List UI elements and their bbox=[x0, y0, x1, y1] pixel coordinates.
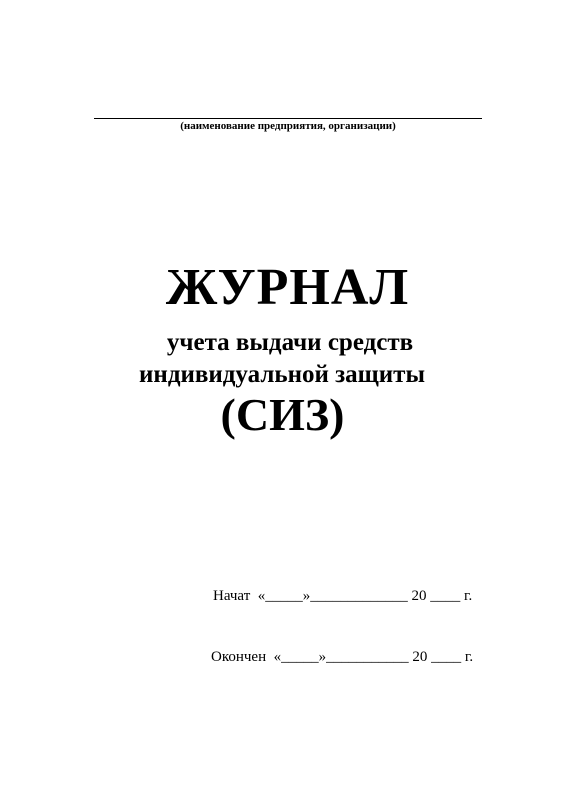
organization-caption: (наименование предприятия, организации) bbox=[180, 120, 396, 132]
end-date-row: Окончен «_____»___________ 20 ____ г. bbox=[211, 649, 474, 665]
start-date-row: Начат «_____»_____________ 20 ____ г. bbox=[213, 588, 473, 604]
journal-title: ЖУРНАЛ bbox=[165, 259, 410, 316]
journal-abbreviation: (СИЗ) bbox=[220, 389, 345, 440]
organization-name-line bbox=[94, 118, 482, 119]
journal-subtitle-line-2: индивидуальной защиты bbox=[139, 361, 425, 388]
journal-subtitle-line-1: учета выдачи средств bbox=[166, 329, 414, 356]
